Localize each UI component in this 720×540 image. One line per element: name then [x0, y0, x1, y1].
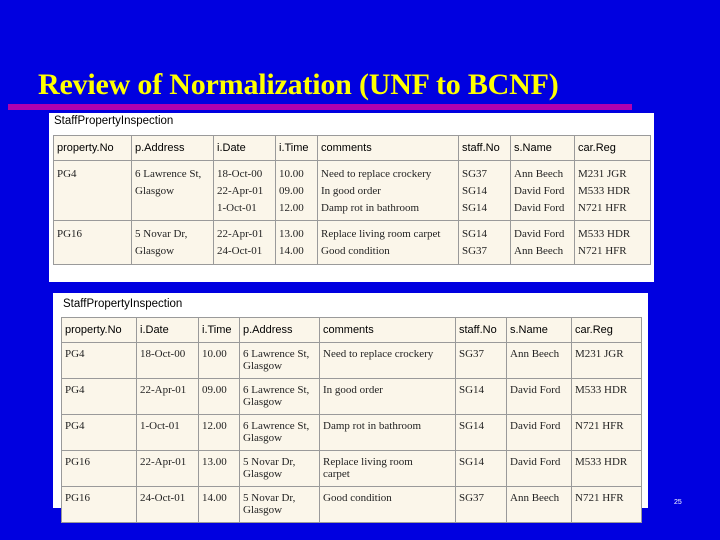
- cell-car-reg: M533 HDR: [572, 451, 642, 487]
- cell-i-date: 18-Oct-00 22-Apr-01 1-Oct-01: [214, 161, 276, 221]
- onf-table-name: StaffPropertyInspection: [63, 298, 183, 310]
- column-header: i.Time: [199, 318, 240, 343]
- cell-comments: Good condition: [320, 487, 456, 523]
- cell-s-name: David Ford: [507, 451, 572, 487]
- column-header: p.Address: [240, 318, 320, 343]
- table-row: [54, 161, 651, 221]
- page-number: 25: [674, 499, 682, 506]
- slide-title: Review of Normalization (UNF to BCNF): [38, 68, 559, 101]
- column-header: car.Reg: [575, 136, 651, 161]
- table-row: [62, 379, 642, 415]
- cell-staff-no: SG37: [456, 487, 507, 523]
- onf-table: [61, 317, 642, 523]
- onf-table-panel: [53, 293, 648, 516]
- cell-comments: Need to replace crockery In good order Damp rot in bathroom: [318, 161, 459, 221]
- cell-s-name: Ann Beech David Ford David Ford: [511, 161, 575, 221]
- cell-i-time: 09.00: [199, 379, 240, 415]
- cell-property-no: PG4: [62, 343, 137, 379]
- cell-i-date: 22-Apr-01: [137, 451, 199, 487]
- column-header: i.Date: [214, 136, 276, 161]
- cell-property-no: PG16: [62, 451, 137, 487]
- cell-car-reg: N721 HFR: [572, 415, 642, 451]
- table-row: [62, 415, 642, 451]
- cell-p-address: 5 Novar Dr, Glasgow: [240, 451, 320, 487]
- cell-staff-no: SG37 SG14 SG14: [459, 161, 511, 221]
- cell-p-address: 6 Lawrence St, Glasgow: [240, 415, 320, 451]
- cell-comments: Damp rot in bathroom: [320, 415, 456, 451]
- column-header: s.Name: [507, 318, 572, 343]
- column-header: property.No: [54, 136, 132, 161]
- column-header: comments: [320, 318, 456, 343]
- cell-staff-no: SG14: [456, 379, 507, 415]
- cell-p-address: 6 Lawrence St, Glasgow: [132, 161, 214, 221]
- column-header: staff.No: [456, 318, 507, 343]
- cell-staff-no: SG37: [456, 343, 507, 379]
- cell-i-time: 13.00 14.00: [276, 221, 318, 265]
- cell-p-address: 6 Lawrence St, Glasgow: [240, 343, 320, 379]
- cell-comments: Replace living room carpet: [320, 451, 456, 487]
- table-row: [62, 343, 642, 379]
- column-header: staff.No: [459, 136, 511, 161]
- cell-s-name: Ann Beech: [507, 487, 572, 523]
- cell-comments: Replace living room carpet Good condition: [318, 221, 459, 265]
- cell-i-date: 24-Oct-01: [137, 487, 199, 523]
- column-header: car.Reg: [572, 318, 642, 343]
- cell-s-name: David Ford Ann Beech: [511, 221, 575, 265]
- cell-car-reg: M231 JGR M533 HDR N721 HFR: [575, 161, 651, 221]
- cell-s-name: David Ford: [507, 415, 572, 451]
- cell-car-reg: M231 JGR: [572, 343, 642, 379]
- cell-property-no: PG16: [62, 487, 137, 523]
- unf-header-row: [54, 136, 651, 161]
- cell-staff-no: SG14: [456, 451, 507, 487]
- column-header: property.No: [62, 318, 137, 343]
- cell-i-time: 10.00 09.00 12.00: [276, 161, 318, 221]
- cell-p-address: 5 Novar Dr, Glasgow: [132, 221, 214, 265]
- unf-table-name: StaffPropertyInspection: [54, 115, 174, 127]
- table-row: [62, 451, 642, 487]
- cell-i-date: 22-Apr-01: [137, 379, 199, 415]
- cell-s-name: Ann Beech: [507, 343, 572, 379]
- cell-car-reg: M533 HDR N721 HFR: [575, 221, 651, 265]
- cell-property-no: PG4: [54, 161, 132, 221]
- cell-i-time: 13.00: [199, 451, 240, 487]
- cell-property-no: PG16: [54, 221, 132, 265]
- cell-i-date: 18-Oct-00: [137, 343, 199, 379]
- onf-header-row: [62, 318, 642, 343]
- cell-comments: Need to replace crockery: [320, 343, 456, 379]
- unf-table-panel: [49, 113, 654, 282]
- cell-s-name: David Ford: [507, 379, 572, 415]
- column-header: s.Name: [511, 136, 575, 161]
- cell-p-address: 5 Novar Dr, Glasgow: [240, 487, 320, 523]
- column-header: i.Date: [137, 318, 199, 343]
- cell-property-no: PG4: [62, 379, 137, 415]
- column-header: i.Time: [276, 136, 318, 161]
- cell-property-no: PG4: [62, 415, 137, 451]
- cell-i-date: 1-Oct-01: [137, 415, 199, 451]
- column-header: comments: [318, 136, 459, 161]
- column-header: p.Address: [132, 136, 214, 161]
- cell-car-reg: N721 HFR: [572, 487, 642, 523]
- cell-p-address: 6 Lawrence St, Glasgow: [240, 379, 320, 415]
- unf-table: [53, 135, 651, 265]
- title-underline: [8, 104, 632, 110]
- cell-i-date: 22-Apr-01 24-Oct-01: [214, 221, 276, 265]
- cell-i-time: 10.00: [199, 343, 240, 379]
- cell-car-reg: M533 HDR: [572, 379, 642, 415]
- cell-i-time: 14.00: [199, 487, 240, 523]
- cell-comments: In good order: [320, 379, 456, 415]
- cell-i-time: 12.00: [199, 415, 240, 451]
- table-row: [54, 221, 651, 265]
- cell-staff-no: SG14: [456, 415, 507, 451]
- table-row: [62, 487, 642, 523]
- cell-staff-no: SG14 SG37: [459, 221, 511, 265]
